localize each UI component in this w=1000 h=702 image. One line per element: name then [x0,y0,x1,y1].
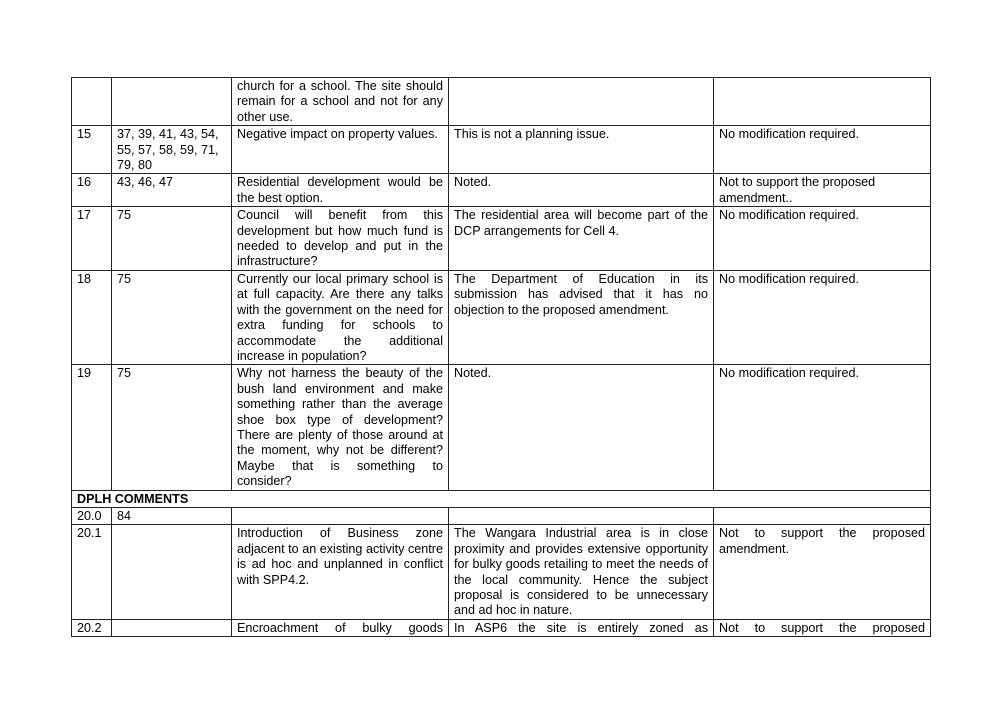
submission-numbers [112,78,232,126]
response-text: Noted. [449,174,714,207]
row-number: 19 [72,365,112,490]
recommendation-clip: Not to support the proposed [719,620,925,635]
row-number: 18 [72,270,112,364]
submissions-table [71,77,931,637]
response-text: The residential area will become part of the DCP arrangements for Cell 4. [449,207,714,271]
issue-text: Currently our local primary school is at full capacity. Are there any talks with the government on the need for extra funding for schools to accommodate the additional increase in population? [232,270,449,364]
section-heading-row [72,490,931,507]
submission-numbers: 75 [112,207,232,271]
response-text: This is not a planning issue. [449,126,714,174]
response-clip: In ASP6 the site is entirely zoned as [454,620,708,635]
issue-text: Negative impact on property values. [232,126,449,174]
issue-text [232,619,449,636]
table-row [72,78,931,126]
recommendation-text: No modification required. [714,126,931,174]
recommendation-text [714,619,931,636]
issue-clip: Encroachment of bulky goods [237,620,443,635]
table-row [72,207,931,271]
table-row [72,174,931,207]
row-number: 17 [72,207,112,271]
issue-text: Introduction of Business zone adjacent to an existing activity centre is ad hoc and unplanned in conflict with SPP4.2. [232,525,449,619]
response-text [449,619,714,636]
row-number: 20.1 [72,525,112,619]
recommendation-text: No modification required. [714,207,931,271]
recommendation-text [714,78,931,126]
submission-numbers: 43, 46, 47 [112,174,232,207]
response-text [449,507,714,524]
table-row [72,507,931,524]
issue-text: Why not harness the beauty of the bush land environment and make something rather than the average shoe box type of development? There are plenty of those around at the moment, why not be different? Maybe that is something to consider? [232,365,449,490]
issue-text: Council will benefit from this development but how much fund is needed to develop and put in the infrastructure? [232,207,449,271]
submission-numbers: 75 [112,365,232,490]
submission-numbers [112,525,232,619]
row-number: 16 [72,174,112,207]
submission-numbers [112,619,232,636]
row-number: 20.2 [72,619,112,636]
issue-text [232,507,449,524]
table-row [72,126,931,174]
recommendation-text: No modification required. [714,270,931,364]
table-row [72,619,931,636]
section-heading: DPLH COMMENTS [72,490,931,507]
recommendation-clip: Not to support the proposed amendment.. [719,175,876,205]
table-row [72,525,931,619]
row-number [72,78,112,126]
recommendation-text [714,174,931,207]
issue-text: church for a school. The site should remain for a school and not for any other use. [232,78,449,126]
row-number: 20.0 [72,507,112,524]
response-text: The Department of Education in its submission has advised that it has no objection to the proposed amendment. [449,270,714,364]
issue-text: Residential development would be the best option. [232,174,449,207]
response-text: The Wangara Industrial area is in close proximity and provides extensive opportunity for bulky goods retailing to meet the needs of the local community. Hence the subject proposal is considered to be unnecessary and ad hoc in nature. [449,525,714,619]
response-text: Noted. [449,365,714,490]
row-number: 15 [72,126,112,174]
table-row [72,365,931,490]
submission-numbers: 37, 39, 41, 43, 54, 55, 57, 58, 59, 71, 79, 80 [112,126,232,174]
submission-numbers: 75 [112,270,232,364]
recommendation-text [714,507,931,524]
response-text [449,78,714,126]
recommendation-text: Not to support the proposed amendment. [714,525,931,619]
recommendation-text: No modification required. [714,365,931,490]
submission-numbers: 84 [112,507,232,524]
table-row [72,270,931,364]
